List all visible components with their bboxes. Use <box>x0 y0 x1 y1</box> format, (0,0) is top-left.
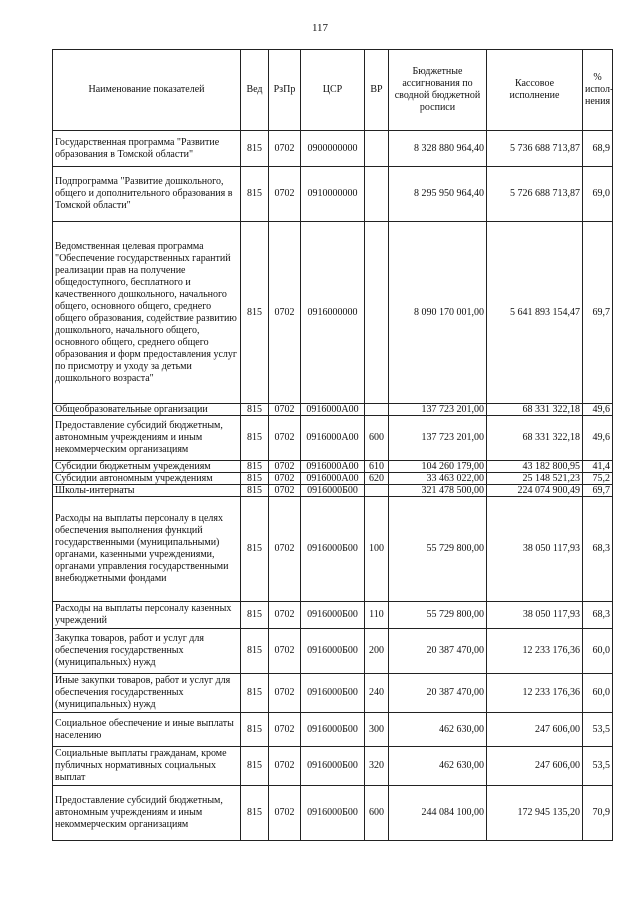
cell-vr: 600 <box>365 416 389 461</box>
cell-cash: 38 050 117,93 <box>487 497 583 602</box>
cell-ved: 815 <box>241 629 269 674</box>
cell-name: Иные закупки товаров, работ и услуг для обеспечения государственных (муниципальных) нужд <box>53 674 241 713</box>
cell-csr: 0916000Б00 <box>301 713 365 747</box>
cell-budget: 137 723 201,00 <box>389 404 487 416</box>
cell-vr <box>365 167 389 222</box>
table-row <box>53 167 613 222</box>
cell-name: Ведомственная целевая программа "Обеспечение государственных гарантий реализации прав на получение общедоступного, бесплатного и качественного дошкольного, начального общего, основного общего, среднего общего образования, содействие развитию дошкольного, начального общего, основного общего, среднего общего образования и форм предоставления услуг по присмотру и уходу за детьми дошкольного возраста" <box>53 222 241 404</box>
cell-pct: 53,5 <box>583 713 613 747</box>
cell-cash: 247 606,00 <box>487 747 583 786</box>
cell-name: Предоставление субсидий бюджетным, автономным учреждениям и иным некоммерческим организациям <box>53 416 241 461</box>
cell-rzpr: 0702 <box>269 222 301 404</box>
cell-cash: 68 331 322,18 <box>487 404 583 416</box>
cell-cash: 247 606,00 <box>487 713 583 747</box>
cell-cash: 68 331 322,18 <box>487 416 583 461</box>
table-row <box>53 222 613 404</box>
cell-ved: 815 <box>241 713 269 747</box>
cell-pct: 69,0 <box>583 167 613 222</box>
cell-pct: 69,7 <box>583 485 613 497</box>
cell-rzpr: 0702 <box>269 416 301 461</box>
cell-budget: 55 729 800,00 <box>389 497 487 602</box>
cell-vr: 600 <box>365 786 389 841</box>
table-row <box>53 497 613 602</box>
cell-csr: 0916000Б00 <box>301 602 365 629</box>
cell-budget: 244 084 100,00 <box>389 786 487 841</box>
table-row <box>53 485 613 497</box>
cell-cash: 5 736 688 713,87 <box>487 131 583 167</box>
cell-vr: 620 <box>365 473 389 485</box>
cell-pct: 68,9 <box>583 131 613 167</box>
cell-ved: 815 <box>241 747 269 786</box>
cell-csr: 0916000000 <box>301 222 365 404</box>
cell-budget: 462 630,00 <box>389 713 487 747</box>
cell-pct: 60,0 <box>583 674 613 713</box>
cell-cash: 43 182 800,95 <box>487 461 583 473</box>
cell-name: Субсидии бюджетным учреждениям <box>53 461 241 473</box>
cell-ved: 815 <box>241 602 269 629</box>
cell-name: Общеобразовательные организации <box>53 404 241 416</box>
cell-cash: 12 233 176,36 <box>487 674 583 713</box>
header-pct: % испол-нения <box>583 50 613 131</box>
cell-budget: 8 295 950 964,40 <box>389 167 487 222</box>
cell-csr: 0900000000 <box>301 131 365 167</box>
header-ved: Вед <box>241 50 269 131</box>
page-number: 117 <box>311 22 329 34</box>
table-row <box>53 602 613 629</box>
table-row <box>53 416 613 461</box>
cell-ved: 815 <box>241 786 269 841</box>
header-csr: ЦСР <box>301 50 365 131</box>
header-name: Наименование показателей <box>53 50 241 131</box>
header-rzpr: РзПр <box>269 50 301 131</box>
cell-ved: 815 <box>241 473 269 485</box>
cell-pct: 68,3 <box>583 497 613 602</box>
header-cash: Кассовое исполнение <box>487 50 583 131</box>
cell-vr: 110 <box>365 602 389 629</box>
header-vr: ВР <box>365 50 389 131</box>
cell-vr: 320 <box>365 747 389 786</box>
cell-pct: 69,7 <box>583 222 613 404</box>
cell-rzpr: 0702 <box>269 786 301 841</box>
cell-csr: 0916000Б00 <box>301 629 365 674</box>
cell-name: Предоставление субсидий бюджетным, автономным учреждениям и иным некоммерческим организациям <box>53 786 241 841</box>
cell-budget: 20 387 470,00 <box>389 674 487 713</box>
cell-vr <box>365 131 389 167</box>
cell-rzpr: 0702 <box>269 674 301 713</box>
cell-rzpr: 0702 <box>269 473 301 485</box>
cell-name: Социальные выплаты гражданам, кроме публичных нормативных социальных выплат <box>53 747 241 786</box>
cell-ved: 815 <box>241 674 269 713</box>
cell-cash: 172 945 135,20 <box>487 786 583 841</box>
cell-ved: 815 <box>241 416 269 461</box>
cell-cash: 224 074 900,49 <box>487 485 583 497</box>
cell-vr <box>365 485 389 497</box>
cell-ved: 815 <box>241 222 269 404</box>
cell-csr: 0916000Б00 <box>301 497 365 602</box>
cell-rzpr: 0702 <box>269 713 301 747</box>
cell-csr: 0916000Б00 <box>301 674 365 713</box>
cell-budget: 8 328 880 964,40 <box>389 131 487 167</box>
header-budget: Бюджетные ассигнования по сводной бюджетной росписи <box>389 50 487 131</box>
cell-pct: 75,2 <box>583 473 613 485</box>
cell-rzpr: 0702 <box>269 167 301 222</box>
cell-ved: 815 <box>241 131 269 167</box>
cell-ved: 815 <box>241 167 269 222</box>
cell-rzpr: 0702 <box>269 602 301 629</box>
cell-name: Расходы на выплаты персоналу в целях обеспечения выполнения функций государственными (муниципальными) органами, казенными учреждениями, органами управления государственными внебюджетными фондами <box>53 497 241 602</box>
cell-name: Подпрограмма "Развитие дошкольного, общего и дополнительного образования в Томской области" <box>53 167 241 222</box>
cell-rzpr: 0702 <box>269 497 301 602</box>
cell-name: Социальное обеспечение и иные выплаты населению <box>53 713 241 747</box>
cell-name: Школы-интернаты <box>53 485 241 497</box>
table-row <box>53 131 613 167</box>
cell-vr: 200 <box>365 629 389 674</box>
cell-budget: 55 729 800,00 <box>389 602 487 629</box>
table-row <box>53 747 613 786</box>
cell-csr: 0916000А00 <box>301 416 365 461</box>
cell-ved: 815 <box>241 485 269 497</box>
cell-vr: 300 <box>365 713 389 747</box>
cell-rzpr: 0702 <box>269 629 301 674</box>
cell-csr: 0916000Б00 <box>301 747 365 786</box>
cell-vr: 100 <box>365 497 389 602</box>
cell-budget: 20 387 470,00 <box>389 629 487 674</box>
cell-pct: 41,4 <box>583 461 613 473</box>
cell-budget: 137 723 201,00 <box>389 416 487 461</box>
cell-pct: 53,5 <box>583 747 613 786</box>
cell-vr <box>365 222 389 404</box>
cell-rzpr: 0702 <box>269 485 301 497</box>
cell-rzpr: 0702 <box>269 461 301 473</box>
cell-vr: 240 <box>365 674 389 713</box>
table-row <box>53 461 613 473</box>
cell-ved: 815 <box>241 497 269 602</box>
table-row <box>53 786 613 841</box>
cell-cash: 38 050 117,93 <box>487 602 583 629</box>
table-header-row <box>53 50 613 131</box>
cell-vr: 610 <box>365 461 389 473</box>
cell-csr: 0916000А00 <box>301 473 365 485</box>
cell-ved: 815 <box>241 461 269 473</box>
cell-cash: 12 233 176,36 <box>487 629 583 674</box>
cell-csr: 0910000000 <box>301 167 365 222</box>
cell-cash: 25 148 521,23 <box>487 473 583 485</box>
cell-pct: 49,6 <box>583 416 613 461</box>
cell-vr <box>365 404 389 416</box>
cell-cash: 5 641 893 154,47 <box>487 222 583 404</box>
cell-budget: 8 090 170 001,00 <box>389 222 487 404</box>
cell-csr: 0916000А00 <box>301 461 365 473</box>
cell-pct: 49,6 <box>583 404 613 416</box>
cell-pct: 68,3 <box>583 602 613 629</box>
table-row <box>53 473 613 485</box>
cell-name: Закупка товаров, работ и услуг для обеспечения государственных (муниципальных) нужд <box>53 629 241 674</box>
budget-table <box>52 49 613 841</box>
table-row <box>53 629 613 674</box>
cell-rzpr: 0702 <box>269 404 301 416</box>
cell-ved: 815 <box>241 404 269 416</box>
table-row <box>53 713 613 747</box>
cell-rzpr: 0702 <box>269 131 301 167</box>
cell-csr: 0916000А00 <box>301 404 365 416</box>
cell-budget: 462 630,00 <box>389 747 487 786</box>
cell-pct: 70,9 <box>583 786 613 841</box>
table-row <box>53 404 613 416</box>
cell-budget: 33 463 022,00 <box>389 473 487 485</box>
cell-budget: 321 478 500,00 <box>389 485 487 497</box>
cell-csr: 0916000Б00 <box>301 786 365 841</box>
cell-name: Расходы на выплаты персоналу казенных учреждений <box>53 602 241 629</box>
cell-name: Субсидии автономным учреждениям <box>53 473 241 485</box>
cell-pct: 60,0 <box>583 629 613 674</box>
cell-budget: 104 260 179,00 <box>389 461 487 473</box>
cell-rzpr: 0702 <box>269 747 301 786</box>
table-row <box>53 674 613 713</box>
cell-name: Государственная программа "Развитие образования в Томской области" <box>53 131 241 167</box>
cell-csr: 0916000Б00 <box>301 485 365 497</box>
cell-cash: 5 726 688 713,87 <box>487 167 583 222</box>
